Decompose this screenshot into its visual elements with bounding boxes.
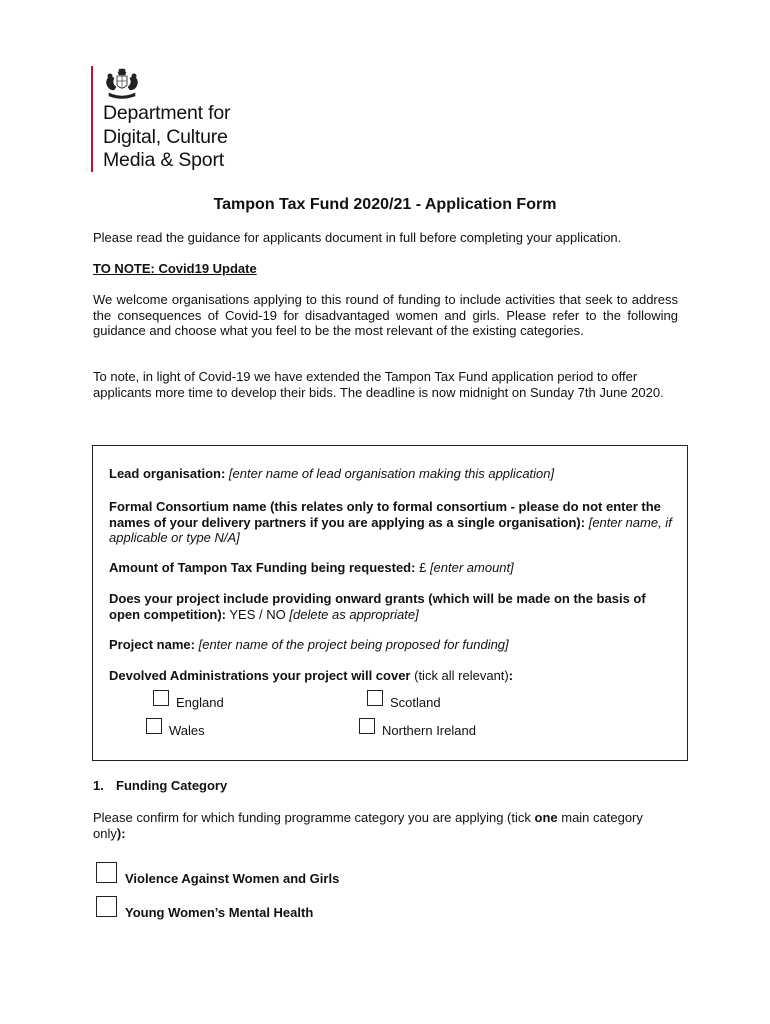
vawg-category-label: Violence Against Women and Girls xyxy=(125,871,340,886)
scotland-checkbox[interactable] xyxy=(367,690,383,706)
england-checkbox[interactable] xyxy=(153,690,169,706)
funding-amount-value[interactable]: [enter amount] xyxy=(429,560,514,575)
devolved-hint: (tick all relevant) xyxy=(414,668,509,683)
instructions-emphasis: one xyxy=(534,810,558,825)
category-instructions xyxy=(93,810,678,841)
project-name-value[interactable]: [enter name of the project being proposed for funding] xyxy=(198,637,509,652)
consortium-value[interactable]: [enter name, if applicable or type N/A] xyxy=(109,514,672,545)
logo-accent-bar xyxy=(91,66,93,172)
consortium-field[interactable] xyxy=(109,499,679,546)
consortium-label: Formal Consortium name (this relates only to formal consortium - please do not enter the names of your delivery partners if you are applying as a single organisation): xyxy=(109,499,661,530)
instructions-part-2: main category only xyxy=(93,810,643,841)
logo-line-3: Media & Sport xyxy=(103,149,224,171)
mental-health-category-checkbox[interactable] xyxy=(96,896,117,917)
northern-ireland-checkbox[interactable] xyxy=(359,718,375,734)
scotland-label: Scotland xyxy=(390,695,441,710)
applicant-details-box xyxy=(92,445,688,761)
lead-organisation-label: Lead organisation: xyxy=(109,466,226,481)
onward-grants-field[interactable] xyxy=(109,591,679,622)
devolved-label: Devolved Administrations your project will cover xyxy=(109,668,411,683)
project-name-field[interactable] xyxy=(109,637,679,653)
instructions-end: ): xyxy=(116,825,126,841)
currency-symbol: £ xyxy=(419,560,427,575)
devolved-administrations-field xyxy=(109,668,679,684)
intro-text: Please read the guidance for applicants document in full before completing your application. xyxy=(93,230,622,245)
funding-category-heading xyxy=(93,778,227,793)
devolved-colon: : xyxy=(508,668,514,683)
royal-coat-of-arms-icon xyxy=(103,68,141,100)
northern-ireland-label: Northern Ireland xyxy=(382,723,476,738)
funding-amount-field[interactable] xyxy=(109,560,679,576)
england-label: England xyxy=(176,695,224,710)
wales-label: Wales xyxy=(169,723,205,738)
onward-grants-label: Does your project include providing onward grants (which will be made on the basis of open competition): xyxy=(109,591,646,622)
deadline-paragraph: To note, in light of Covid-19 we have extended the Tampon Tax Fund application period to offer applicants more time to develop their bids. The deadline is now midnight on Sunday 7th June 2020. xyxy=(93,369,664,400)
mental-health-category-label: Young Women’s Mental Health xyxy=(125,905,314,920)
welcome-paragraph: We welcome organisations applying to this round of funding to include activities that seek to address the consequences of Covid-19 for disadvantaged women and girls. Please refer to the following guidance and choose what you feel to be the most relevant of the existing categories. xyxy=(93,292,678,338)
section-number: 1. xyxy=(93,778,104,793)
dcms-logo xyxy=(91,66,291,172)
section-title: Funding Category xyxy=(116,778,228,793)
covid-note-heading: TO NOTE: Covid19 Update xyxy=(93,261,257,276)
logo-line-2: Digital, Culture xyxy=(103,125,228,148)
lead-organisation-field[interactable] xyxy=(109,466,679,482)
lead-organisation-value[interactable]: [enter name of lead organisation making this application] xyxy=(228,466,555,481)
funding-amount-label: Amount of Tampon Tax Funding being requested: xyxy=(109,560,416,575)
project-name-label: Project name: xyxy=(109,637,195,652)
logo-line-1: Department for xyxy=(103,102,231,124)
vawg-category-checkbox[interactable] xyxy=(96,862,117,883)
onward-grants-hint: [delete as appropriate] xyxy=(289,606,419,622)
onward-grants-options[interactable]: YES / NO xyxy=(229,606,286,622)
form-title: Tampon Tax Fund 2020/21 - Application Form xyxy=(213,196,557,213)
instructions-part-1: Please confirm for which funding programme category you are applying (tick xyxy=(93,810,535,825)
department-name xyxy=(103,102,230,173)
wales-checkbox[interactable] xyxy=(146,718,162,734)
